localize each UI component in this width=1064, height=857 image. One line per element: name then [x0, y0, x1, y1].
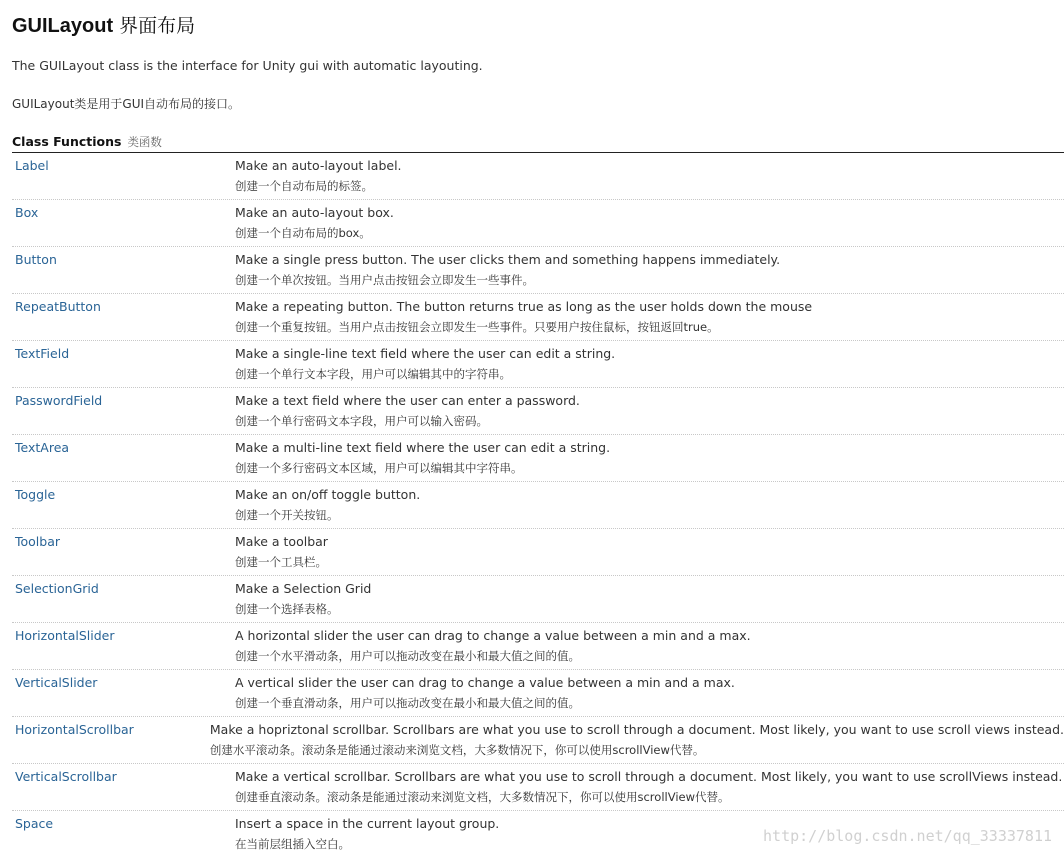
- function-link[interactable]: HorizontalSlider: [15, 628, 115, 643]
- function-description: [235, 576, 1064, 622]
- description-cn: 创建一个垂直滑动条，用户可以拖动改变在最小和最大值之间的值。: [235, 696, 580, 710]
- function-description: [235, 623, 1064, 669]
- description-en: Make an on/off toggle button.: [235, 487, 421, 502]
- description-en: Make a Selection Grid: [235, 581, 372, 596]
- description-cn: 创建一个单行密码文本字段，用户可以输入密码。: [235, 414, 488, 428]
- function-link[interactable]: PasswordField: [15, 393, 103, 408]
- description-en: Make a repeating button. The button returns true as long as the user holds down the mouse: [235, 299, 813, 314]
- description-en: Make a text field where the user can enter a password.: [235, 393, 580, 408]
- function-description: [235, 247, 1064, 293]
- function-description: [235, 388, 1064, 434]
- table-row: [12, 294, 1064, 341]
- table-row: [12, 623, 1064, 670]
- description-en: Make a vertical scrollbar. Scrollbars are what you use to scroll through a document. Most likely, you want to use scrollViews instead.: [235, 769, 1063, 784]
- table-row: [12, 482, 1064, 529]
- function-link[interactable]: Label: [15, 158, 49, 173]
- description-cn: 创建一个单行文本字段，用户可以编辑其中的字符串。: [235, 367, 511, 381]
- function-description: [235, 200, 1064, 246]
- description-cn: 创建一个自动布局的box。: [235, 226, 371, 240]
- description-en: Make a single press button. The user clicks them and something happens immediately.: [235, 252, 781, 267]
- function-link[interactable]: Box: [15, 205, 39, 220]
- table-row: [12, 529, 1064, 576]
- function-description: [235, 670, 1064, 716]
- section-title-cn: 类函数: [127, 135, 162, 149]
- section-header: [12, 134, 1064, 153]
- document-page: [12, 0, 1064, 857]
- page-title-cn: 界面布局: [119, 15, 196, 37]
- description-en: Insert a space in the current layout group.: [235, 816, 500, 831]
- function-link[interactable]: Toolbar: [15, 534, 61, 549]
- intro-en: The GUILayout class is the interface for Unity gui with automatic layouting.: [12, 58, 483, 73]
- description-cn: 创建一个自动布局的标签。: [235, 179, 373, 193]
- description-en: Make a single-line text field where the user can edit a string.: [235, 346, 616, 361]
- description-cn: 创建一个水平滑动条，用户可以拖动改变在最小和最大值之间的值。: [235, 649, 580, 663]
- description-cn: 创建垂直滚动条。滚动条是能通过滚动来浏览文档，大多数情况下，你可以使用scrollView代替。: [235, 790, 730, 804]
- functions-table: [12, 153, 1064, 857]
- table-row: [12, 388, 1064, 435]
- table-row: [12, 717, 1064, 764]
- table-row: [12, 435, 1064, 482]
- description-en: Make an auto-layout label.: [235, 158, 402, 173]
- description-en: Make a hopriztonal scrollbar. Scrollbars are what you use to scroll through a document. Most likely, you want to use scroll views instead.: [209, 722, 1064, 737]
- description-cn: 创建一个工具栏。: [235, 555, 327, 569]
- description-cn: 创建一个重复按钮。当用户点击按钮会立即发生一些事件。只要用户按住鼠标，按钮返回true。: [235, 320, 719, 334]
- description-en: Make a multi-line text field where the user can edit a string.: [235, 440, 611, 455]
- function-description: [235, 341, 1064, 387]
- page-title-en: GUILayout: [12, 15, 114, 37]
- description-en: A horizontal slider the user can drag to change a value between a min and a max.: [235, 628, 751, 643]
- function-description: [210, 717, 1064, 763]
- table-row: [12, 764, 1064, 811]
- function-description: [235, 435, 1064, 481]
- function-link[interactable]: TextArea: [15, 440, 70, 455]
- function-description: [235, 529, 1064, 575]
- watermark: http://blog.csdn.net/qq_33337811: [763, 827, 1052, 845]
- function-link[interactable]: VerticalSlider: [15, 675, 98, 690]
- description-en: Make a toolbar: [235, 534, 328, 549]
- function-link[interactable]: SelectionGrid: [15, 581, 99, 596]
- section-title: Class Functions: [12, 134, 122, 149]
- description-cn: 创建一个选择表格。: [235, 602, 339, 616]
- function-description: [235, 764, 1064, 810]
- function-link[interactable]: RepeatButton: [15, 299, 101, 314]
- description-en: A vertical slider the user can drag to change a value between a min and a max.: [235, 675, 735, 690]
- description-cn: 创建一个开关按钮。: [235, 508, 339, 522]
- table-row: [12, 670, 1064, 717]
- function-link[interactable]: TextField: [15, 346, 70, 361]
- function-description: [235, 153, 1064, 199]
- description-cn: 创建一个单次按钮。当用户点击按钮会立即发生一些事件。: [235, 273, 534, 287]
- function-link[interactable]: Toggle: [15, 487, 56, 502]
- function-description: [235, 482, 1064, 528]
- description-cn: 在当前层组插入空白。: [235, 837, 350, 851]
- description-en: Make an auto-layout box.: [235, 205, 394, 220]
- table-row: [12, 247, 1064, 294]
- page-title: [12, 10, 1064, 40]
- function-link[interactable]: HorizontalScrollbar: [15, 722, 134, 737]
- function-link[interactable]: VerticalScrollbar: [15, 769, 117, 784]
- table-row: [12, 153, 1064, 200]
- description-cn: 创建水平滚动条。滚动条是能通过滚动来浏览文档，大多数情况下，你可以使用scrollView代替。: [209, 743, 705, 757]
- function-link[interactable]: Space: [15, 816, 54, 831]
- function-link[interactable]: Button: [15, 252, 57, 267]
- function-description: [235, 294, 1064, 340]
- table-row: [12, 200, 1064, 247]
- table-row: [12, 341, 1064, 388]
- intro-cn: GUILayout类是用于GUI自动布局的接口。: [12, 97, 241, 111]
- description-cn: 创建一个多行密码文本区域，用户可以编辑其中字符串。: [235, 461, 523, 475]
- table-row: [12, 576, 1064, 623]
